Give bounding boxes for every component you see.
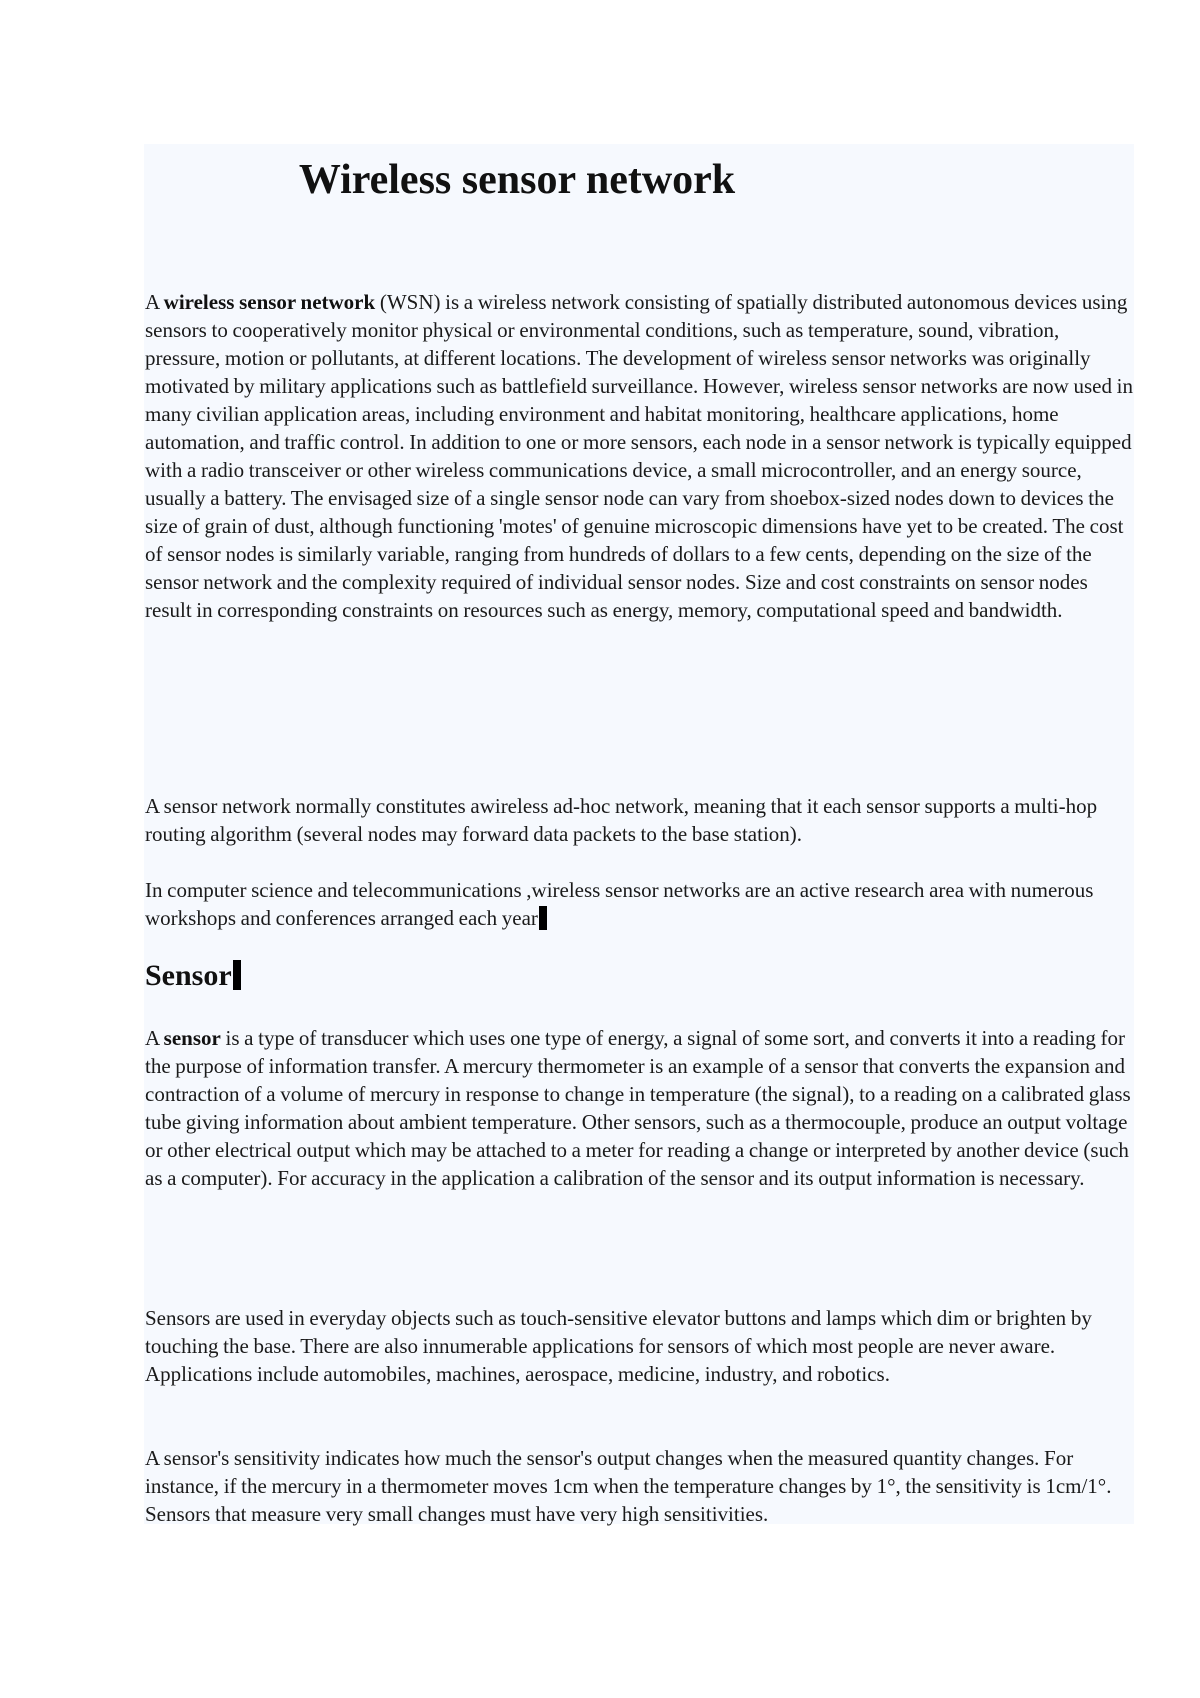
paragraph-ad-hoc-network: A sensor network normally constitutes awireless ad-hoc network, meaning that it each sensor supports a multi-hop routing algorithm (several nodes may forward data packets to the base station).: [145, 794, 1098, 846]
text-cursor: [539, 906, 547, 930]
text-cursor: [233, 960, 241, 990]
paragraph-sensor-uses: Sensors are used in everyday objects such as touch-sensitive elevator buttons and lamps which dim or brighten by touching the base. There are also innumerable applications for sensors of which most people are never aware. Applications include automobiles, machines, aerospace, medicine, industry, and robotics.: [145, 1306, 1092, 1386]
bold-term-sensor: sensor: [163, 1026, 221, 1050]
section-heading-text: Sensor: [145, 959, 232, 992]
document-title: Wireless sensor network: [298, 157, 736, 203]
section-heading-sensor: [145, 956, 241, 996]
paragraph-research-area: [145, 876, 1137, 932]
paragraph-body: In computer science and telecommunications ,wireless sensor networks are an active research area with numerous workshops and conferences arranged each year: [145, 878, 1094, 930]
paragraph-sensor-sensitivity: A sensor's sensitivity indicates how much the sensor's output changes when the measured quantity changes. For instance, if the mercury in a thermometer moves 1cm when the temperature changes by 1°, the sensitivity is 1cm/1°. Sensors that measure very small changes must have very high sensitivities.: [145, 1446, 1112, 1526]
paragraph-lead: A: [145, 1026, 164, 1050]
paragraph-body: (WSN) is a wireless network consisting of spatially distributed autonomous devices using sensors to cooperatively monitor physical or environmental conditions, such as temperature, sound, vibration, pressure, motion or pollutants, at different locations. The development of wireless sensor networks was originally motivated by military applications such as battlefield surveillance. However, wireless sensor networks are now used in many civilian application areas, including environment and habitat monitoring, healthcare applications, home automation, and traffic control. In addition to one or more sensors, each node in a sensor network is typically equipped with a radio transceiver or other wireless communications device, a small microcontroller, and an energy source, usually a battery. The envisaged size of a single sensor node can vary from shoebox-sized nodes down to devices the size of grain of dust, although functioning 'motes' of genuine microscopic dimensions have yet to be created. The cost of sensor nodes is similarly variable, ranging from hundreds of dollars to a few cents, depending on the size of the sensor network and the complexity required of individual sensor nodes. Size and cost constraints on sensor nodes result in corresponding constraints on resources such as energy, memory, computational speed and bandwidth.: [145, 290, 1133, 622]
paragraph-body: is a type of transducer which uses one type of energy, a signal of some sort, and converts it into a reading for the purpose of information transfer. A mercury thermometer is an example of a sensor that converts the expansion and contraction of a volume of mercury in response to change in temperature (the signal), to a reading on a calibrated glass tube giving information about ambient temperature. Other sensors, such as a thermocouple, produce an output voltage or other electrical output which may be attached to a meter for reading a change or interpreted by another device (such as a computer). For accuracy in the application a calibration of the sensor and its output information is necessary.: [145, 1026, 1131, 1190]
document-page: [144, 144, 1134, 1524]
paragraph-sensor-definition: [145, 1024, 1137, 1192]
bold-term-wireless-sensor-network: wireless sensor network: [163, 290, 376, 314]
paragraph-wsn-definition: [145, 288, 1137, 624]
paragraph-lead: A: [145, 290, 164, 314]
